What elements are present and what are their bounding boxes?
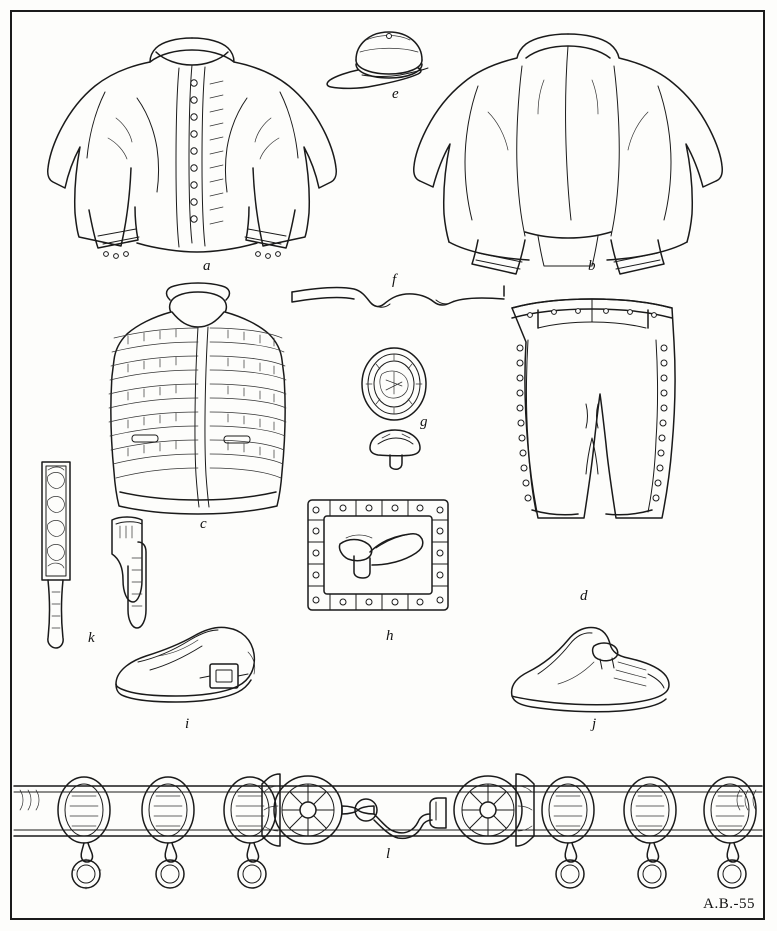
figure-decorated-strap [28, 452, 88, 652]
button-row [191, 80, 197, 222]
figure-buckled-shoe-left [98, 622, 288, 722]
belt-clasp [355, 798, 446, 838]
caption-b: b [588, 258, 596, 274]
caption-g: g [420, 414, 428, 430]
belt-plaque [58, 777, 110, 889]
caption-j: j [592, 716, 597, 732]
figure-square-belt-buckle [300, 492, 460, 622]
belt-plaque [704, 777, 756, 888]
figure-quilted-waistcoat [98, 280, 298, 510]
figure-coat-jacket-front [42, 22, 342, 272]
caption-a: a [203, 258, 211, 274]
caption-f: f [392, 272, 397, 288]
caption-h: h [386, 628, 394, 644]
caption-i: i [185, 716, 190, 732]
belt-rosette [262, 774, 374, 846]
belt-plaque [542, 777, 594, 888]
figure-breeches [498, 288, 688, 578]
caption-e: e [392, 86, 399, 102]
caption-d: d [580, 588, 588, 604]
belt-plaque [224, 777, 276, 888]
artist-signature: A.B.-55 [703, 896, 755, 912]
figure-coat-jacket-back [418, 20, 718, 280]
figure-forage-cap [322, 26, 442, 92]
figure-ornamented-belt [12, 752, 764, 902]
belt-plaque [142, 777, 194, 888]
figure-buckled-shoe-right [498, 618, 678, 723]
caption-c: c [200, 516, 207, 532]
belt-rosette [454, 774, 534, 846]
caption-k: k [88, 630, 95, 646]
belt-plaque [624, 777, 676, 888]
figure-collar-stock-strip [288, 280, 508, 316]
caption-l: l [386, 846, 391, 862]
figure-button-and-stud [352, 344, 442, 474]
breeches-button-left [517, 345, 531, 501]
breeches-button-right [653, 345, 667, 501]
figure-buckle-tongue [98, 512, 168, 637]
